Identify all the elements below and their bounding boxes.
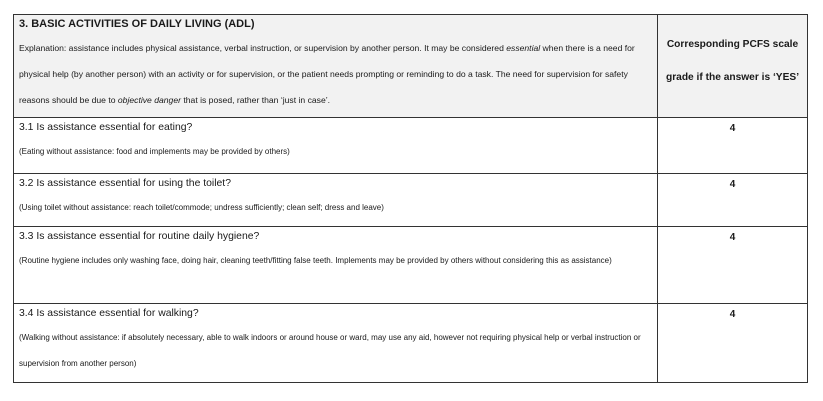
explanation-text-3: that is posed, rather than ‘just in case’. [180, 95, 331, 105]
grade-column-header [658, 15, 808, 118]
grade-value: 4 [729, 123, 736, 134]
question-title: 3.2 Is assistance essential for using the toilet? [19, 178, 231, 189]
grade-value: 4 [729, 232, 736, 243]
section-explanation [19, 35, 652, 113]
question-note: (Walking without assistance: if absolutely necessary, able to walk indoors or around house or ward, may use any aid, however not requiring physical help or verbal instruction or supervision from another person) [19, 333, 641, 368]
question-title: 3.3 Is assistance essential for routine daily hygiene? [19, 231, 260, 242]
question-cell [14, 304, 658, 383]
table-row [14, 227, 808, 304]
explanation-text-1: Explanation: assistance includes physical assistance, verbal instruction, or supervision by another person. It may be considered [19, 43, 507, 53]
question-note: (Routine hygiene includes only washing face, doing hair, cleaning teeth/fitting false teeth. Implements may be provided by others without considering this as assistance) [19, 256, 612, 265]
question-note: (Using toilet without assistance: reach toilet/commode; undress sufficiently; clean self; dress and leave) [19, 203, 384, 212]
grade-column-header-text: Corresponding PCFS scale grade if the answer is ‘YES’ [665, 39, 800, 83]
grade-cell [658, 174, 808, 227]
explanation-emphasis-essential: essential [506, 43, 541, 53]
adl-table [13, 14, 808, 383]
grade-cell [658, 118, 808, 174]
question-title: 3.4 Is assistance essential for walking? [19, 308, 199, 319]
question-cell [14, 118, 658, 174]
question-cell [14, 227, 658, 304]
grade-cell [658, 304, 808, 383]
question-note: (Eating without assistance: food and implements may be provided by others) [19, 147, 290, 156]
question-cell [14, 174, 658, 227]
grade-value: 4 [729, 179, 736, 190]
question-title: 3.1 Is assistance essential for eating? [19, 122, 193, 133]
table-header-row [14, 15, 808, 118]
section-title: 3. BASIC ACTIVITIES OF DAILY LIVING (ADL) [19, 18, 255, 30]
explanation-emphasis-objective-danger: objective danger [117, 95, 181, 105]
grade-value: 4 [729, 309, 736, 320]
explanation-text-2: when there is a need for physical help (by another person) with an activity or for supervision, or the patient needs prompting or reminding to do a task. The need for supervision for safety reasons should be due to [19, 43, 635, 105]
table-row [14, 118, 808, 174]
grade-cell [658, 227, 808, 304]
section-header-cell [14, 15, 658, 118]
table-row [14, 174, 808, 227]
table-row [14, 304, 808, 383]
